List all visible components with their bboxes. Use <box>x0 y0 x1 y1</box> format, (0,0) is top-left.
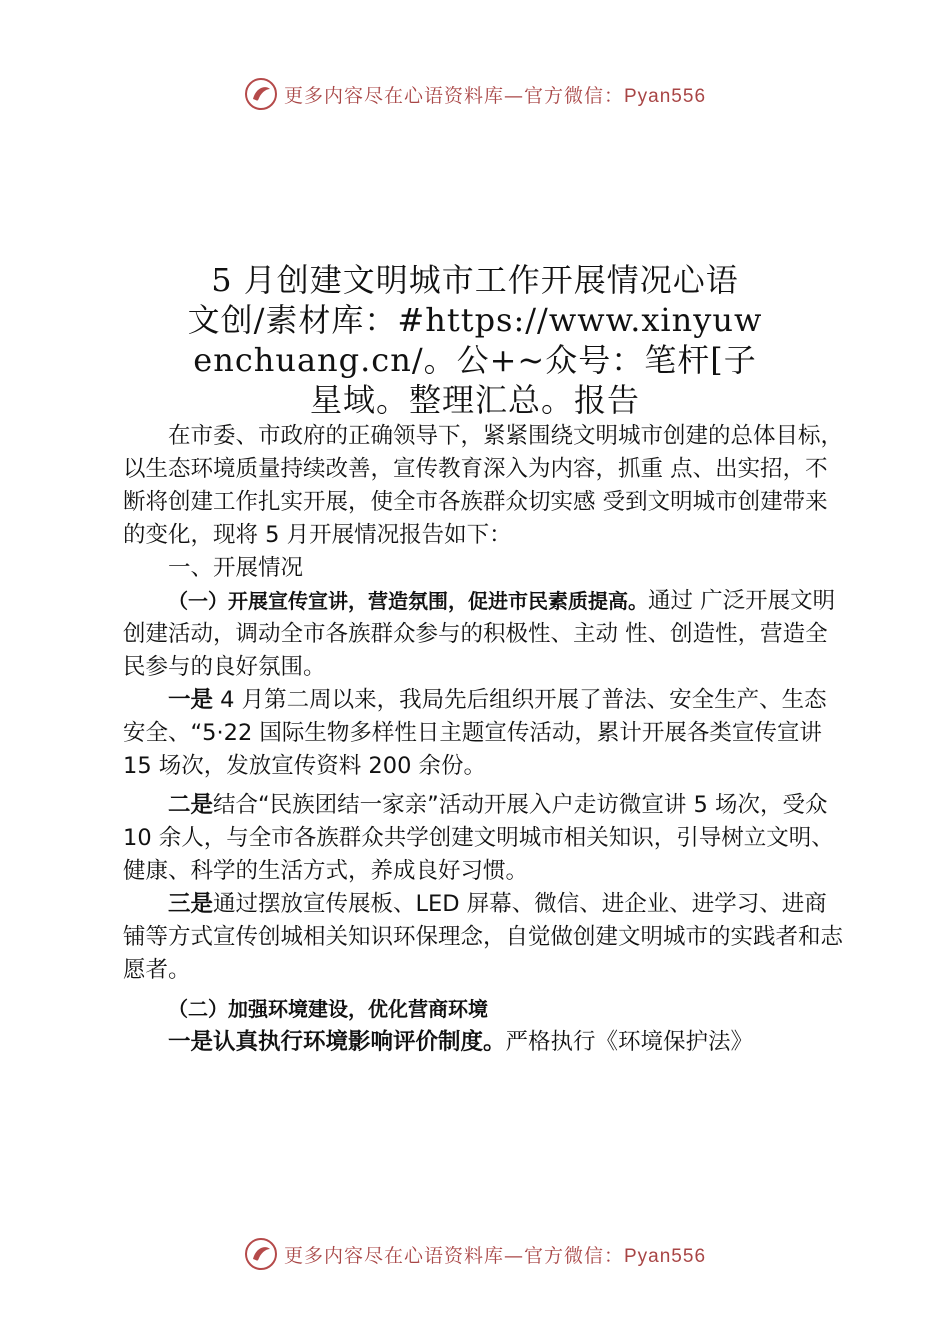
point-4-paragraph <box>123 1026 843 1059</box>
point-2-text: 结合“民族团结一家亲”活动开展入户走访微宣讲 5 场次，受众 10 余人，与全市各族群众共学创建文明城市相关知识，引导树立文明、健康、科学的生活方式，养成良好习惯。 <box>123 792 834 884</box>
subsection-2-heading: （二）加强环境建设，优化营商环境 <box>168 997 488 1021</box>
watermark-text: 更多内容尽在心语资料库—官方微信：Pyan556 <box>283 1244 707 1267</box>
point-1-text: 4 月第二周以来，我局先后组织开展了普法、安全生产、生态安全、“5·22 国际生物多样性日主题宣传活动，累计开展各类宣传宣讲 15 场次，发放宣传资料 200 余份。 <box>123 687 827 779</box>
point-3-text: 通过摆放宣传展板、LED 屏幕、微信、进企业、进学习、进商铺等方式宣传创城相关知识环保理念，自觉做创建文明城市的实践者和志愿者。 <box>123 891 844 983</box>
point-3-paragraph <box>123 888 843 987</box>
subsection-1-text: 通过 广泛开展文明创建活动，调动全市各族群众参与的积极性、主动 性、创造性，营造全民参与的良好氛围。 <box>123 588 836 680</box>
subsection-2-paragraph <box>123 993 843 1026</box>
watermark-footer <box>0 1232 950 1276</box>
intro-paragraph: 在市委、市政府的正确领导下，紧紧围绕文明城市创建的总体目标，以生态环境质量持续改善，宣传教育深入为内容，抓重 点、出实招，不断将创建工作扎实开展，使全市各族群众切实感 受到文明城市创建带来的变化，现将 5 月开展情况报告如下： <box>123 423 844 548</box>
point-4-label: 一是认真执行环境影响评价制度。 <box>168 1029 506 1055</box>
point-2-label: 二是 <box>168 792 214 818</box>
point-2-paragraph <box>123 789 843 888</box>
document-body <box>123 420 843 1059</box>
subsection-1-paragraph <box>123 585 843 684</box>
logo-icon <box>244 77 278 111</box>
point-1-label: 一是 <box>168 687 214 713</box>
watermark-header <box>0 72 950 116</box>
watermark-text: 更多内容尽在心语资料库—官方微信：Pyan556 <box>283 84 707 107</box>
title-line-4: 星域。整理汇总。报告 <box>309 381 640 419</box>
point-4-text: 严格执行《环境保护法》 <box>505 1029 754 1055</box>
title-line-1: 5 月创建文明城市工作开展情况心语 <box>211 261 739 299</box>
section-heading-1: 一、开展情况 <box>168 555 304 581</box>
subsection-1-heading: （一）开展宣传宣讲，营造氛围，促进市民素质提高。 <box>168 589 648 613</box>
point-3-label: 三是 <box>168 891 214 917</box>
title-line-3: enchuang.cn/。公+~众号：笔杆[子 <box>193 341 757 379</box>
title-line-2: 文创/素材库：#https://www.xinyuw <box>187 301 763 339</box>
logo-icon <box>244 1237 278 1271</box>
point-1-paragraph <box>123 684 843 783</box>
document-title <box>150 260 800 420</box>
